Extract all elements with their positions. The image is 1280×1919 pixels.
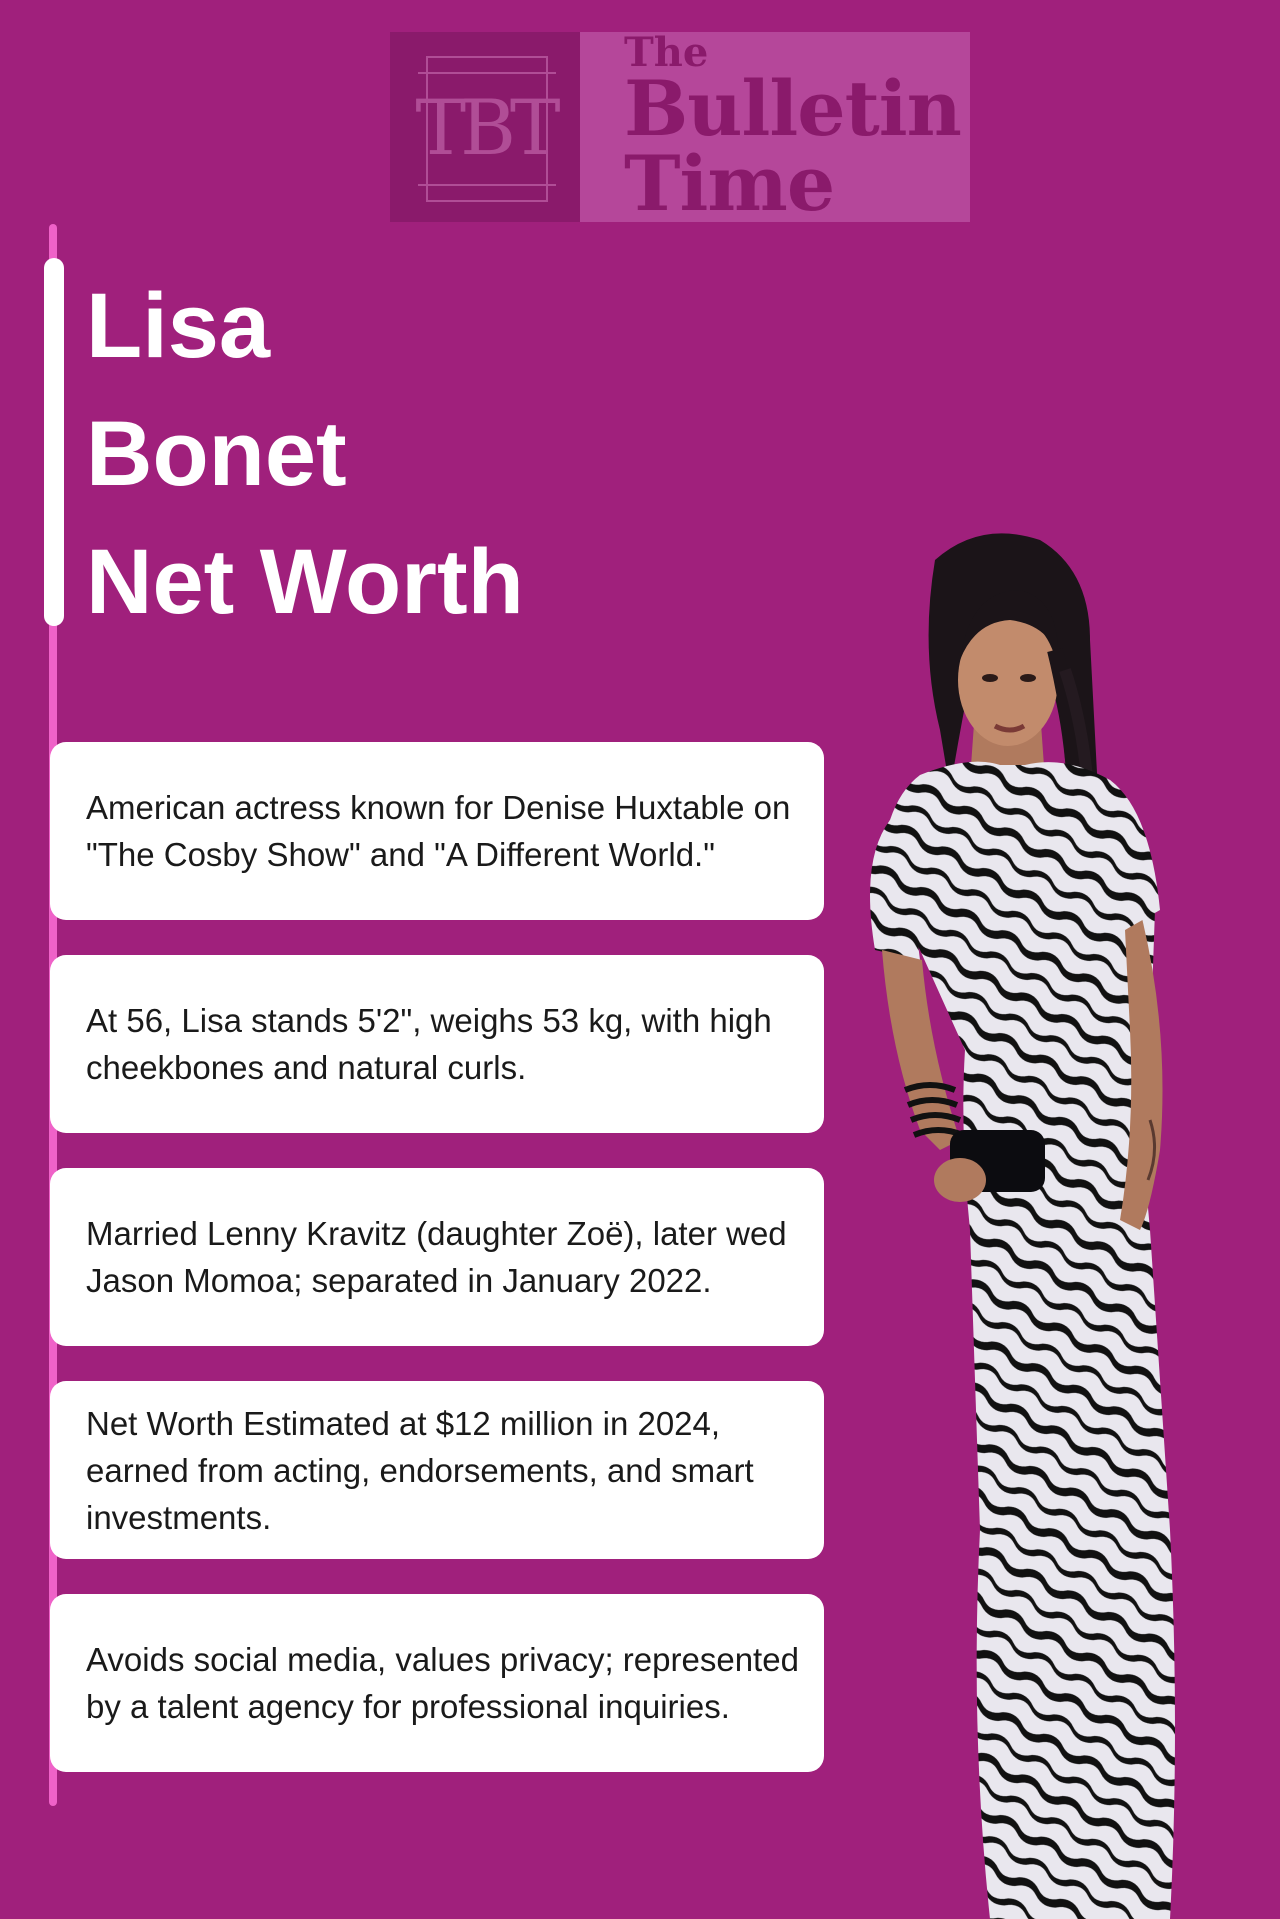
person-photo xyxy=(850,530,1270,1919)
title-accent-bar xyxy=(44,258,64,626)
logo-wordmark xyxy=(580,28,970,228)
info-card-text: Net Worth Estimated at $12 million in 2024, earned from acting, endorsements, and smart investments. xyxy=(86,1404,754,1536)
logo-monogram-block xyxy=(390,32,580,222)
info-card-text: Married Lenny Kravitz (daughter Zoë), later wed Jason Momoa; separated in January 2022. xyxy=(86,1215,787,1299)
logo-word-time: Time xyxy=(624,138,835,228)
title-line-3: Net Worth xyxy=(86,531,524,633)
logo-monogram: TBT xyxy=(415,82,555,172)
title-line-2: Bonet xyxy=(86,403,347,505)
info-card-relationships xyxy=(50,1168,824,1346)
logo-word-bulletin: Bulletin xyxy=(624,64,961,154)
info-card-text: Avoids social media, values privacy; represented by a talent agency for professional inquiries. xyxy=(86,1641,799,1725)
info-card-privacy xyxy=(50,1594,824,1772)
title-line-1: Lisa xyxy=(86,275,271,377)
info-card-net-worth xyxy=(50,1381,824,1559)
info-card-text: American actress known for Denise Huxtable on "The Cosby Show" and "A Different World." xyxy=(86,789,791,873)
page-title xyxy=(86,262,524,646)
logo-word-the: The xyxy=(624,28,709,76)
info-card-physical xyxy=(50,955,824,1133)
brand-logo xyxy=(390,28,970,228)
info-card-text: At 56, Lisa stands 5'2", weighs 53 kg, with high cheekbones and natural curls. xyxy=(86,1002,772,1086)
info-card-career xyxy=(50,742,824,920)
